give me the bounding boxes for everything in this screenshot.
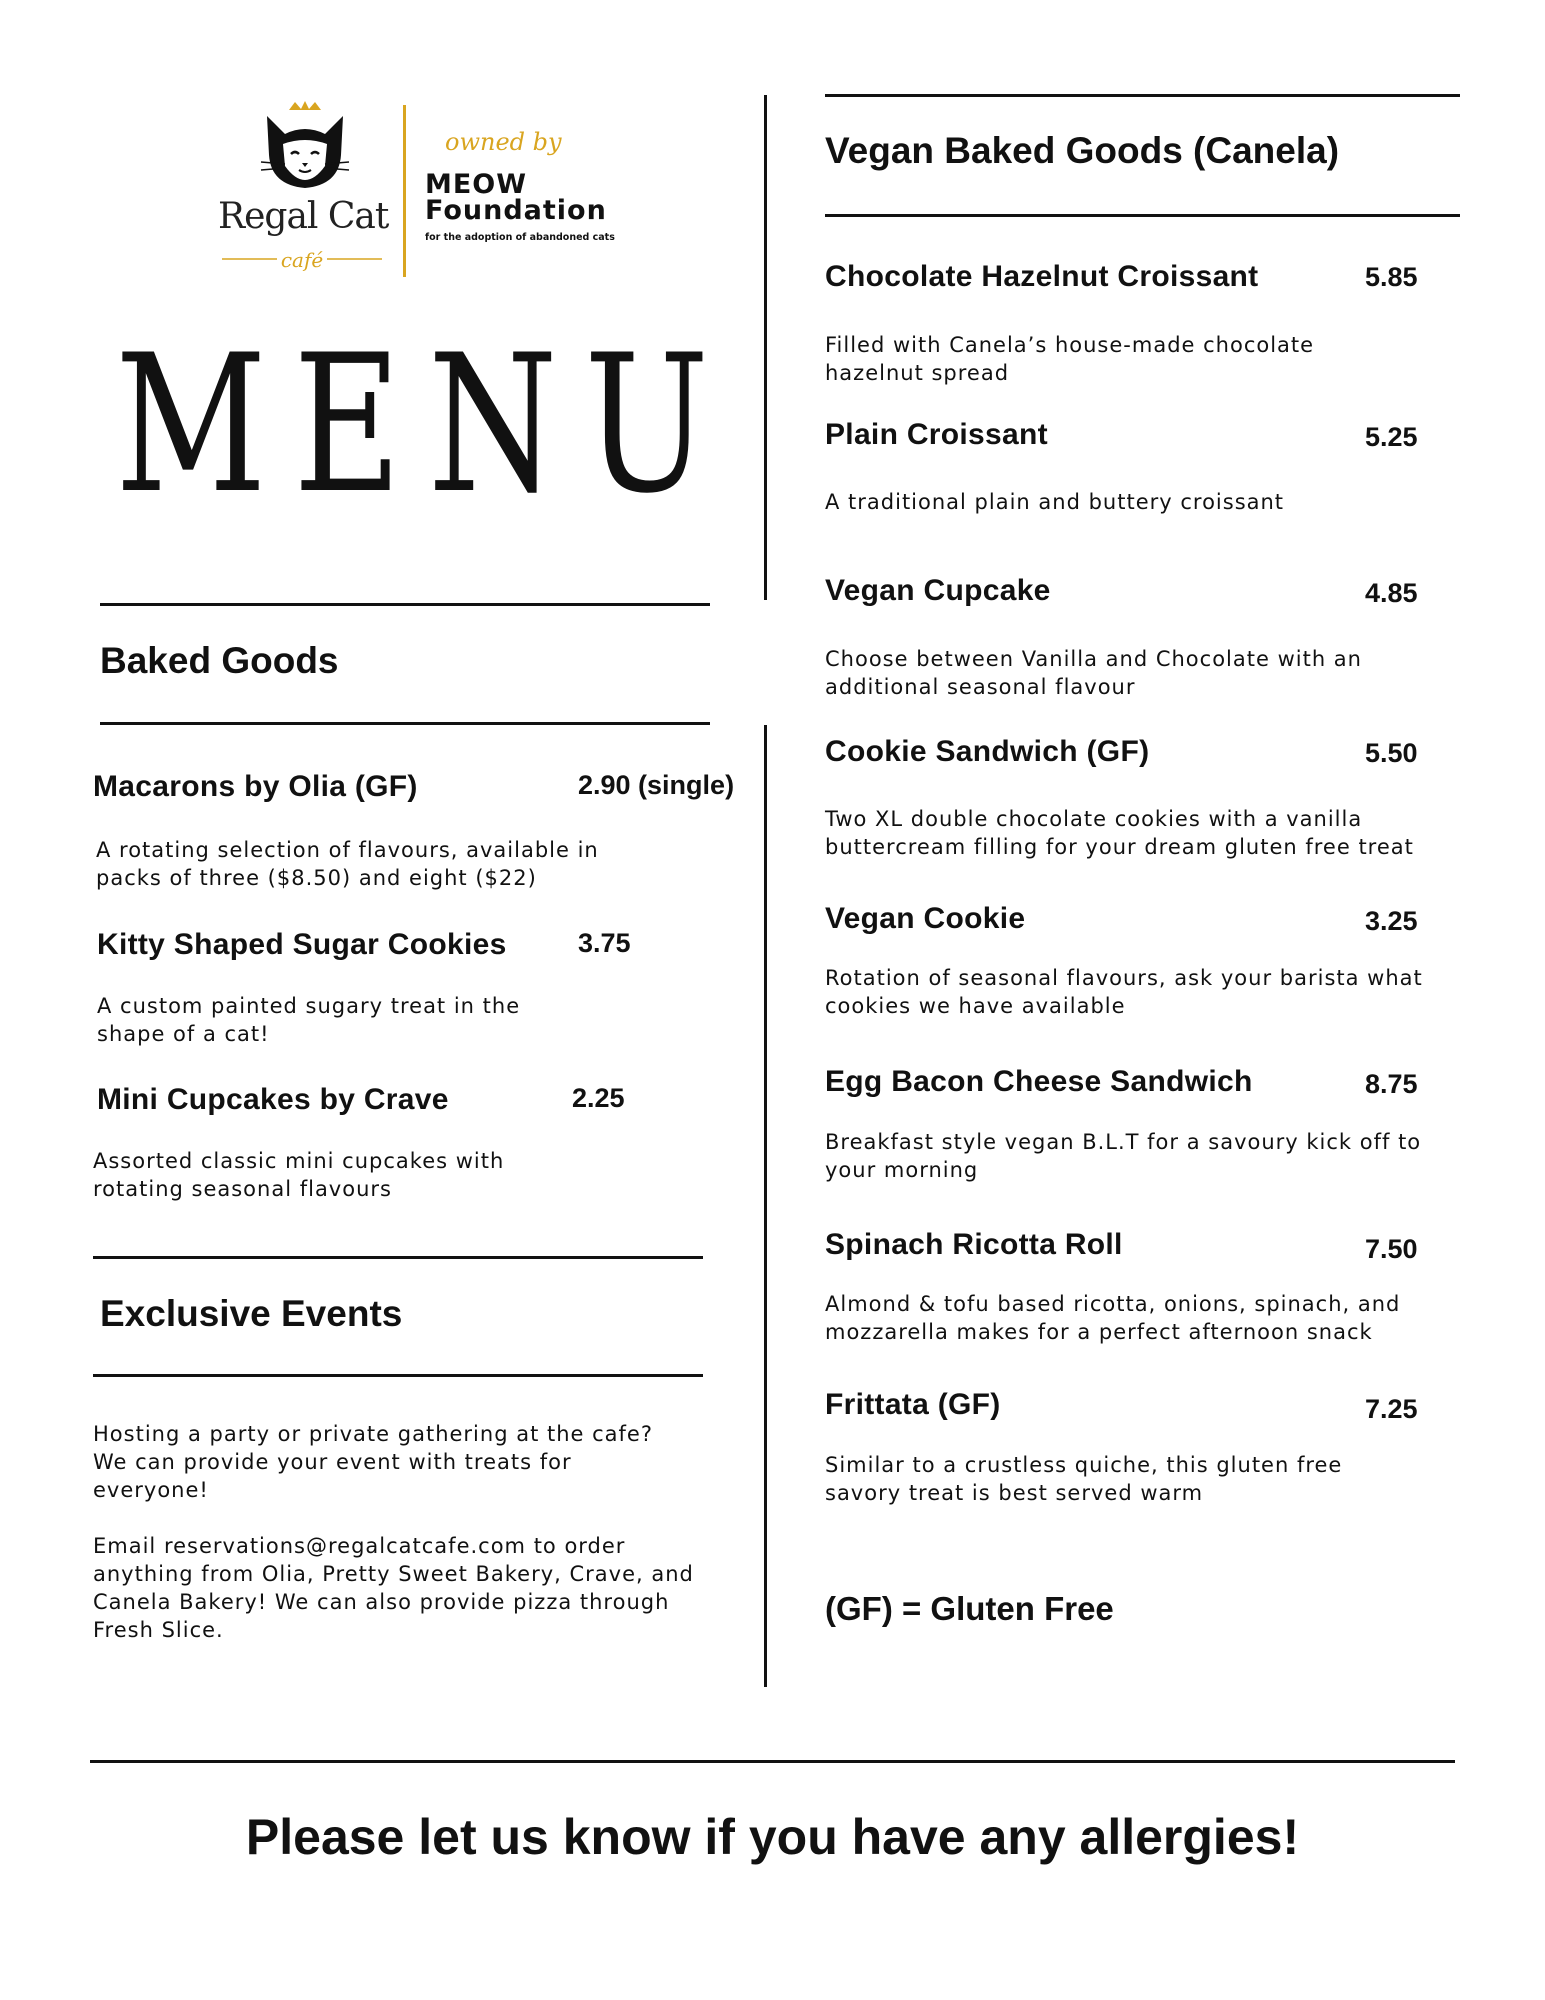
divider [93,1374,703,1377]
menu-item-description: Two XL double chocolate cookies with a vanilla buttercream filling for your dream gluten free treat [825,807,1414,859]
menu-item-name: Vegan Cookie [825,902,1026,935]
menu-item-name: Egg Bacon Cheese Sandwich [825,1065,1253,1098]
divider [100,722,710,725]
menu-item-name: Chocolate Hazelnut Croissant [825,260,1259,293]
allergy-notice: Please let us know if you have any allergies! [245,1809,1300,1865]
divider [90,1760,1455,1763]
menu-item-name: Vegan Cupcake [825,574,1051,607]
menu-item-description: Almond & tofu based ricotta, onions, spinach, and mozzarella makes for a perfect afternoon snack [825,1292,1401,1344]
menu-item-price: 8.75 [1365,1069,1418,1099]
menu-item-description: Choose between Vanilla and Chocolate with an additional seasonal flavour [825,647,1362,699]
menu-item-description: Rotation of seasonal flavours, ask your barista what cookies we have available [825,966,1423,1018]
menu-item-description: A traditional plain and buttery croissant [825,490,1285,514]
divider [825,214,1460,217]
section-heading-events: Exclusive Events [100,1293,403,1334]
brand-name: Regal Cat [218,196,389,237]
column-divider-bottom [764,725,767,1687]
logo-divider [403,105,406,277]
page-title: MENU [115,314,736,535]
partner-name: MEOW Foundation [425,169,607,226]
owned-by-text: owned by [445,128,562,156]
menu-item-price: 7.50 [1365,1234,1418,1264]
menu-item-description: Similar to a crustless quiche, this gluten free savory treat is best served warm [825,1453,1343,1505]
menu-item-price: 5.25 [1365,422,1418,452]
menu-item-name: Plain Croissant [825,418,1048,451]
menu-item-name: Cookie Sandwich (GF) [825,735,1150,768]
partner-tagline: for the adoption of abandoned cats [425,232,615,243]
events-paragraph: Hosting a party or private gathering at the cafe? We can provide your event with treats for everyone! [93,1422,653,1502]
menu-item-name: Spinach Ricotta Roll [825,1228,1123,1261]
menu-item-price: 4.85 [1365,578,1418,608]
divider [93,1256,703,1259]
menu-item-price: 5.50 [1365,738,1418,768]
menu-item-price: 7.25 [1365,1394,1418,1424]
menu-item-price: 2.90 (single) [578,770,735,800]
menu-item-description: Filled with Canela’s house-made chocolate hazelnut spread [825,333,1315,385]
menu-item-price: 3.75 [578,928,631,958]
menu-item-name: Kitty Shaped Sugar Cookies [97,928,507,961]
cat-logo-icon [255,100,355,195]
brand-sub [222,248,382,274]
menu-item-description: Breakfast style vegan B.L.T for a savoury kick off to your morning [825,1130,1422,1182]
divider [100,603,710,606]
menu-item-price: 5.85 [1365,262,1418,292]
gluten-free-note: (GF) = Gluten Free [825,1590,1114,1627]
menu-item-name: Macarons by Olia (GF) [93,770,418,803]
menu-item-description: Assorted classic mini cupcakes with rotating seasonal flavours [93,1149,505,1201]
menu-item-description: A rotating selection of flavours, available in packs of three ($8.50) and eight ($22) [96,838,599,890]
section-heading-baked-goods: Baked Goods [100,640,339,681]
divider [825,94,1460,97]
column-divider-top [764,95,767,600]
events-paragraph: Email reservations@regalcatcafe.com to order anything from Olia, Pretty Sweet Bakery, Crave, and Canela Bakery! We can also provide pizza through Fresh Slice. [93,1534,694,1642]
menu-item-description: A custom painted sugary treat in the shape of a cat! [97,994,521,1046]
menu-item-price: 2.25 [572,1083,625,1113]
menu-item-price: 3.25 [1365,906,1418,936]
section-heading-vegan: Vegan Baked Goods (Canela) [825,130,1340,171]
menu-item-name: Mini Cupcakes by Crave [97,1083,449,1116]
menu-item-name: Frittata (GF) [825,1388,1001,1421]
brand-cafe-text: café [280,248,324,272]
